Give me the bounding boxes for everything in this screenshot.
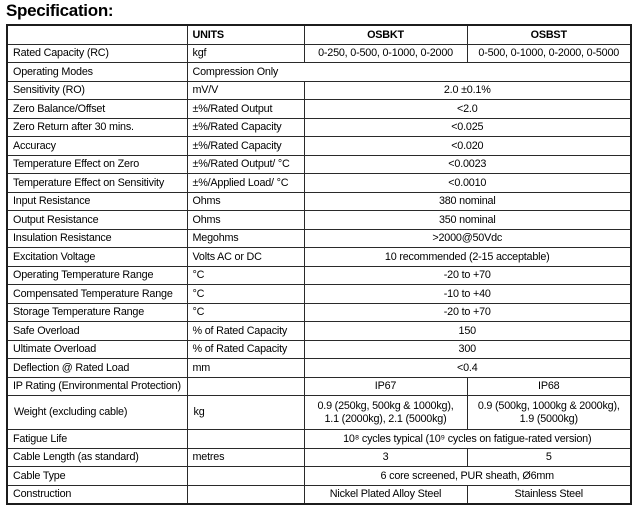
header-blank-cell	[7, 25, 187, 44]
row-label: Operating Temperature Range	[7, 266, 187, 285]
table-row-accuracy	[7, 137, 631, 156]
shared-value: 6 core screened, PUR sheath, Ø6mm	[304, 467, 631, 486]
header-units: UNITS	[187, 25, 304, 44]
shared-value: >2000@50Vdc	[304, 229, 631, 248]
units-cell: °C	[187, 285, 304, 304]
table-row-ip-rating	[7, 377, 631, 396]
units-cell: % of Rated Capacity	[187, 322, 304, 341]
units-cell: kgf	[187, 44, 304, 63]
row-label: Insulation Resistance	[7, 229, 187, 248]
table-row-rated-capacity	[7, 44, 631, 63]
osbst-value: 0.9 (500kg, 1000kg & 2000kg), 1.9 (5000kg)	[467, 396, 631, 430]
row-label: Output Resistance	[7, 211, 187, 230]
units-cell: ±%/Rated Capacity	[187, 137, 304, 156]
osbkt-value: Nickel Plated Alloy Steel	[304, 485, 467, 504]
osbst-value: 0-500, 0-1000, 0-2000, 0-5000	[467, 44, 631, 63]
units-cell: mm	[187, 359, 304, 378]
units-cell: metres	[187, 448, 304, 467]
row-label: Zero Return after 30 mins.	[7, 118, 187, 137]
row-label: Fatigue Life	[7, 430, 187, 449]
units-cell: ±%/Rated Output/ °C	[187, 155, 304, 174]
row-label: Temperature Effect on Sensitivity	[7, 174, 187, 193]
row-label: Weight (excluding cable)	[7, 396, 187, 430]
units-cell: mV/V	[187, 81, 304, 100]
table-row-insulation-resistance	[7, 229, 631, 248]
row-label: Storage Temperature Range	[7, 303, 187, 322]
units-cell: kg	[187, 396, 304, 430]
units-cell: ±%/Rated Output	[187, 100, 304, 119]
osbkt-value: 0.9 (250kg, 500kg & 1000kg), 1.1 (2000kg), 2.1 (5000kg)	[304, 396, 467, 430]
shared-value: <2.0	[304, 100, 631, 119]
units-cell	[187, 430, 304, 449]
row-label: Cable Length (as standard)	[7, 448, 187, 467]
shared-value: 2.0 ±0.1%	[304, 81, 631, 100]
table-row-deflection	[7, 359, 631, 378]
osbst-value: Stainless Steel	[467, 485, 631, 504]
specification-table	[6, 24, 632, 505]
osbkt-value: IP67	[304, 377, 467, 396]
row-label: Safe Overload	[7, 322, 187, 341]
row-label: Construction	[7, 485, 187, 504]
units-cell: Ohms	[187, 211, 304, 230]
table-row-sensitivity	[7, 81, 631, 100]
table-row-cable-type	[7, 467, 631, 486]
table-row-operating-temp-range	[7, 266, 631, 285]
table-row-temp-effect-sensitivity	[7, 174, 631, 193]
table-row-safe-overload	[7, 322, 631, 341]
shared-value: <0.025	[304, 118, 631, 137]
shared-value: 350 nominal	[304, 211, 631, 230]
shared-value: -20 to +70	[304, 303, 631, 322]
table-row-compensated-temp-range	[7, 285, 631, 304]
shared-value: 150	[304, 322, 631, 341]
shared-value: <0.020	[304, 137, 631, 156]
osbkt-value: 3	[304, 448, 467, 467]
units-cell: Volts AC or DC	[187, 248, 304, 267]
row-label: Rated Capacity (RC)	[7, 44, 187, 63]
table-row-zero-return	[7, 118, 631, 137]
osbst-value: IP68	[467, 377, 631, 396]
osbkt-value: 0-250, 0-500, 0-1000, 0-2000	[304, 44, 467, 63]
page-title: Specification:	[6, 1, 114, 20]
units-cell: Megohms	[187, 229, 304, 248]
units-cell: ±%/Applied Load/ °C	[187, 174, 304, 193]
header-osbkt: OSBKT	[304, 25, 467, 44]
units-cell	[187, 485, 304, 504]
table-row-output-resistance	[7, 211, 631, 230]
header-row	[7, 25, 631, 44]
shared-value: <0.0010	[304, 174, 631, 193]
units-cell: °C	[187, 303, 304, 322]
table-row-input-resistance	[7, 192, 631, 211]
row-label: Sensitivity (RO)	[7, 81, 187, 100]
shared-value: <0.0023	[304, 155, 631, 174]
units-cell: Ohms	[187, 192, 304, 211]
table-row-temp-effect-zero	[7, 155, 631, 174]
row-label: Excitation Voltage	[7, 248, 187, 267]
row-label: Ultimate Overload	[7, 340, 187, 359]
table-row-ultimate-overload	[7, 340, 631, 359]
table-row-weight	[7, 396, 631, 430]
table-row-cable-length	[7, 448, 631, 467]
shared-value: Compression Only	[187, 63, 631, 82]
osbst-value: 5	[467, 448, 631, 467]
row-label: Compensated Temperature Range	[7, 285, 187, 304]
table-row-excitation-voltage	[7, 248, 631, 267]
table-row-fatigue-life	[7, 430, 631, 449]
shared-value: -20 to +70	[304, 266, 631, 285]
shared-value: 380 nominal	[304, 192, 631, 211]
table-row-zero-balance	[7, 100, 631, 119]
units-cell	[187, 377, 304, 396]
row-label: Temperature Effect on Zero	[7, 155, 187, 174]
units-cell	[187, 467, 304, 486]
units-cell: % of Rated Capacity	[187, 340, 304, 359]
shared-value: <0.4	[304, 359, 631, 378]
row-label: Zero Balance/Offset	[7, 100, 187, 119]
row-label: Cable Type	[7, 467, 187, 486]
header-osbst: OSBST	[467, 25, 631, 44]
table-row-storage-temp-range	[7, 303, 631, 322]
shared-value: -10 to +40	[304, 285, 631, 304]
shared-value: 300	[304, 340, 631, 359]
row-label: Operating Modes	[7, 63, 187, 82]
row-label: IP Rating (Environmental Protection)	[7, 377, 187, 396]
units-cell: °C	[187, 266, 304, 285]
units-cell: ±%/Rated Capacity	[187, 118, 304, 137]
table-row-construction	[7, 485, 631, 504]
row-label: Deflection @ Rated Load	[7, 359, 187, 378]
row-label: Input Resistance	[7, 192, 187, 211]
row-label: Accuracy	[7, 137, 187, 156]
shared-value: 10 recommended (2-15 acceptable)	[304, 248, 631, 267]
table-row-operating-modes	[7, 63, 631, 82]
shared-value: 10⁸ cycles typical (10⁹ cycles on fatigue-rated version)	[304, 430, 631, 449]
